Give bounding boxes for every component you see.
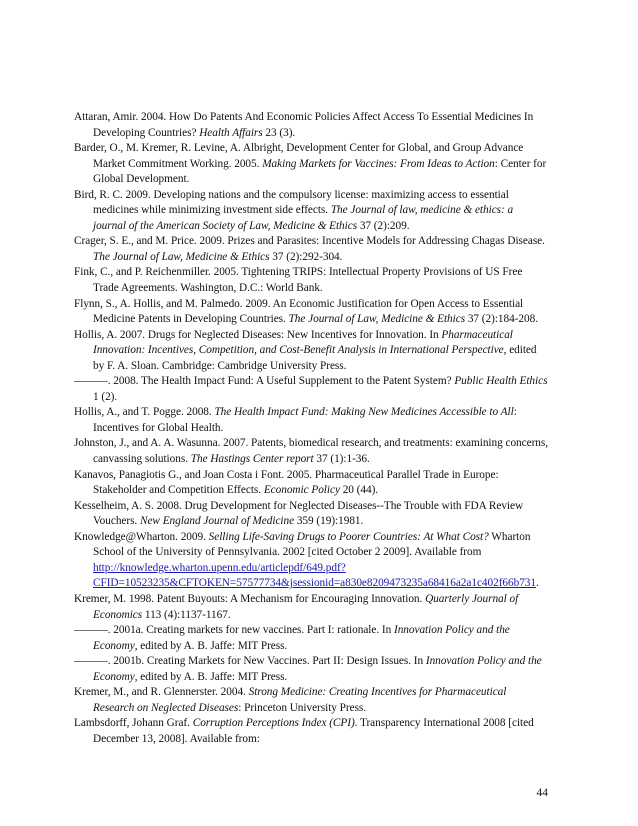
reference-entry bbox=[74, 716, 548, 747]
reference-entry bbox=[74, 141, 548, 188]
reference-entry bbox=[74, 592, 548, 623]
reference-list bbox=[74, 110, 548, 747]
reference-text: Lambsdorff, Johann Graf. bbox=[74, 717, 193, 730]
reference-entry bbox=[74, 110, 548, 141]
reference-title: The Health Impact Fund: Making New Medicines Accessible to All bbox=[214, 406, 514, 419]
reference-text: ———. 2008. The Health Impact Fund: A Useful Supplement to the Patent System? bbox=[74, 375, 455, 388]
reference-link[interactable]: http://knowledge.wharton.upenn.edu/articlepdf/649.pdf?CFID=10523235&CFTOKEN=57577734&jsessionid=a830e8209473235a68416a2a1c402f66b731 bbox=[93, 561, 537, 590]
reference-title: The Journal of Law, Medicine & Ethics bbox=[288, 313, 466, 326]
reference-title: The Journal of law, medicine & ethics: a journal of the American Society of Law, Medicine & Ethics bbox=[93, 204, 514, 232]
reference-title: Economic Policy bbox=[263, 484, 340, 497]
reference-text: Attaran, Amir. 2004. How Do Patents And Economic Policies Affect Access To Essential Medicines In Developing Countries? bbox=[74, 111, 534, 139]
reference-entry bbox=[74, 685, 548, 716]
reference-entry bbox=[74, 468, 548, 499]
reference-title: Making Markets for Vaccines: From Ideas to Action bbox=[262, 157, 495, 170]
reference-entry bbox=[74, 405, 548, 436]
reference-title: The Journal of Law, Medicine & Ethics bbox=[93, 250, 270, 263]
reference-text: Johnston, J., and A. A. Wasunna. 2007. Patents, biomedical research, and treatments: examining concerns, canvassing solutions. bbox=[74, 437, 549, 466]
reference-text: . Transparency International 2008 [cited December 13, 2008]. Available from: bbox=[93, 717, 534, 745]
reference-title: Pharmaceutical Innovation: Incentives, Competition, and Cost-Benefit Analysis in International Perspective bbox=[93, 328, 513, 357]
reference-entry bbox=[74, 530, 548, 592]
reference-entry bbox=[74, 328, 548, 375]
reference-title: Innovation Policy and the Economy bbox=[93, 624, 510, 652]
reference-text: 37 (2):292-304. bbox=[269, 250, 343, 263]
reference-text: Flynn, S., A. Hollis, and M. Palmedo. 2009. An Economic Justification for Open Access to Essential Medicine Patents in Developing Countries. bbox=[74, 297, 524, 326]
reference-text: Kremer, M. 1998. Patent Buyouts: A Mechanism for Encouraging Innovation. bbox=[74, 592, 426, 605]
reference-text: ———. 2001b. Creating Markets for New Vaccines. Part II: Design Issues. In bbox=[74, 655, 426, 668]
reference-title: Public Health Ethics bbox=[454, 375, 548, 388]
reference-text: : Center for Global Development. bbox=[93, 157, 547, 186]
reference-text: 37 (1):1-36. bbox=[313, 453, 370, 466]
reference-title: Strong Medicine: Creating Incentives for Pharmaceutical Research on Neglected Diseases bbox=[93, 686, 507, 714]
reference-text: Fink, C., and P. Reichenmiller. 2005. Tightening TRIPS: Intellectual Property Provisions of US Free Trade Agreements. Washington, D.C.: World Bank. bbox=[74, 266, 523, 295]
page-number: 44 bbox=[536, 787, 548, 799]
reference-title: Quarterly Journal of Economics bbox=[93, 592, 519, 621]
reference-text: : Incentives for Global Health. bbox=[93, 406, 517, 434]
reference-entry bbox=[74, 654, 548, 685]
reference-text: Crager, S. E., and M. Price. 2009. Prizes and Parasites: Incentive Models for Addressing Chagas Disease. bbox=[74, 235, 545, 248]
reference-text: , edited by F. A. Sloan. Cambridge: Cambridge University Press. bbox=[93, 344, 537, 372]
reference-text: 113 (4):1137-1167. bbox=[142, 608, 231, 621]
reference-text: 359 (19):1981. bbox=[294, 515, 364, 528]
reference-text: 1 (2). bbox=[93, 390, 118, 403]
reference-text: Knowledge@Wharton. 2009. bbox=[74, 530, 209, 543]
reference-text: Bird, R. C. 2009. Developing nations and the compulsory license: maximizing access to essential medicines while minimizing investment side effects. bbox=[74, 188, 509, 217]
reference-text: ———. 2001a. Creating markets for new vaccines. Part I: rationale. In bbox=[74, 624, 394, 637]
reference-entry bbox=[74, 297, 548, 328]
reference-text: Hollis, A. 2007. Drugs for Neglected Diseases: New Incentives for Innovation. In bbox=[74, 328, 442, 341]
reference-text: 23 (3). bbox=[262, 126, 296, 139]
reference-text: Barder, O., M. Kremer, R. Levine, A. Albright, Development Center for Global, and Group Advance Market Commitment Working. 2005. bbox=[74, 142, 524, 170]
reference-entry bbox=[74, 436, 548, 467]
reference-text: 37 (2):184-208. bbox=[465, 313, 538, 326]
reference-text: Wharton School of the University of Pennsylvania. 2002 [cited October 2 2009]. Available from bbox=[93, 530, 531, 559]
reference-title: New England Journal of Medicine bbox=[139, 515, 295, 528]
reference-entry bbox=[74, 499, 548, 530]
reference-text: Hollis, A., and T. Pogge. 2008. bbox=[74, 406, 215, 419]
reference-text: Kremer, M., and R. Glennerster. 2004. bbox=[74, 686, 249, 699]
reference-title: Innovation Policy and the Economy bbox=[93, 655, 542, 683]
reference-entry bbox=[74, 188, 548, 235]
reference-title: Selling Life-Saving Drugs to Poorer Countries: At What Cost? bbox=[208, 530, 489, 543]
reference-text: Kanavos, Panagiotis G., and Joan Costa i Font. 2005. Pharmaceutical Parallel Trade in Europe: Stakeholder and Competition Effects. bbox=[74, 468, 499, 497]
reference-text: Kesselheim, A. S. 2008. Drug Development for Neglected Diseases--The Trouble with FDA Review Vouchers. bbox=[74, 499, 524, 528]
reference-title: Health Affairs bbox=[199, 126, 263, 139]
reference-text: : Princeton University Press. bbox=[238, 701, 367, 714]
reference-entry bbox=[74, 374, 548, 405]
reference-entry bbox=[74, 623, 548, 654]
reference-text: , edited by A. B. Jaffe: MIT Press. bbox=[134, 670, 288, 683]
reference-entry bbox=[74, 265, 548, 296]
reference-text: 37 (2):209. bbox=[357, 219, 410, 232]
reference-entry bbox=[74, 234, 548, 265]
reference-title: Corruption Perceptions Index (CPI) bbox=[192, 717, 355, 730]
reference-text: . bbox=[536, 577, 539, 590]
reference-title: The Hastings Center report bbox=[190, 453, 314, 466]
reference-text: 20 (44). bbox=[339, 484, 379, 497]
reference-text: , edited by A. B. Jaffe: MIT Press. bbox=[134, 639, 288, 652]
